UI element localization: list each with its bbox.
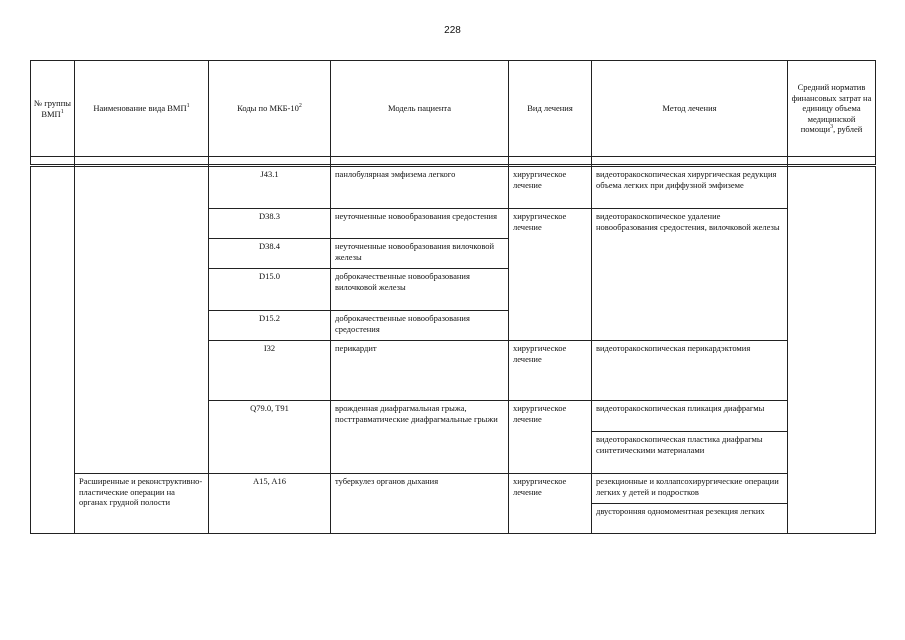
model-cell: панлобулярная эмфизема легкого — [331, 167, 509, 209]
header-treatment-type: Вид лечения — [509, 61, 592, 157]
model-cell: доброкачественные новообразования средостения — [331, 311, 509, 341]
table-row — [31, 167, 876, 209]
header-model: Модель пациента — [331, 61, 509, 157]
vmp-name-cell: Расширенные и реконструктивно-пластические операции на органах грудной полости — [75, 474, 209, 534]
treatment-cell: хирургическое лечение — [509, 401, 592, 474]
code-cell: D15.0 — [209, 269, 331, 311]
model-cell: врожденная диафрагмальная грыжа, посттравматические диафрагмальные грыжи — [331, 401, 509, 474]
treatment-cell: хирургическое лечение — [509, 209, 592, 341]
group-cell — [31, 167, 75, 534]
header-group: № группы ВМП$^1$ — [31, 61, 75, 157]
header-norm: Средний норматив финансовых затрат на единицу объема медицинской помощи$^3$, рублей — [788, 61, 876, 157]
method-cell: видеоторакоскопическая перикардэктомия — [592, 341, 788, 401]
code-cell: D38.4 — [209, 239, 331, 269]
code-cell: I32 — [209, 341, 331, 401]
table-row — [31, 474, 876, 504]
method-cell: двусторонняя одномоментная резекция легких — [592, 504, 788, 534]
page-number: 228 — [444, 25, 461, 36]
method-cell: видеоторакоскопическая пликация диафрагмы — [592, 401, 788, 432]
method-cell: видеоторакоскопическая пластика диафрагмы синтетическими материалами — [592, 432, 788, 474]
code-cell: D38.3 — [209, 209, 331, 239]
header-vmp-name: Наименование вида ВМП$^1$ — [75, 61, 209, 157]
method-cell: видеоторакоскопическая хирургическая редукция объема легких при диффузной эмфиземе — [592, 167, 788, 209]
model-cell: неуточненные новообразования средостения — [331, 209, 509, 239]
norm-cell — [788, 167, 876, 534]
code-cell: Q79.0, T91 — [209, 401, 331, 474]
model-cell: туберкулез органов дыхания — [331, 474, 509, 534]
header-codes: Коды по МКБ-$10^2$ — [209, 61, 331, 157]
header-method: Метод лечения — [592, 61, 788, 157]
treatment-cell: хирургическое лечение — [509, 474, 592, 534]
blank-row — [31, 157, 876, 165]
model-cell: перикардит — [331, 341, 509, 401]
code-cell: J43.1 — [209, 167, 331, 209]
vmp-table — [30, 60, 876, 534]
treatment-cell: хирургическое лечение — [509, 167, 592, 209]
header-row — [31, 61, 876, 157]
model-cell: неуточненные новообразования вилочковой железы — [331, 239, 509, 269]
code-cell: D15.2 — [209, 311, 331, 341]
vmp-name-cell — [75, 167, 209, 474]
model-cell: доброкачественные новообразования вилочковой железы — [331, 269, 509, 311]
treatment-cell: хирургическое лечение — [509, 341, 592, 401]
code-cell: A15, A16 — [209, 474, 331, 534]
method-cell: резекционные и коллапсохирургические операции легких у детей и подростков — [592, 474, 788, 504]
method-cell: видеоторакоскопическое удаление новообразования средостения, вилочковой железы — [592, 209, 788, 341]
